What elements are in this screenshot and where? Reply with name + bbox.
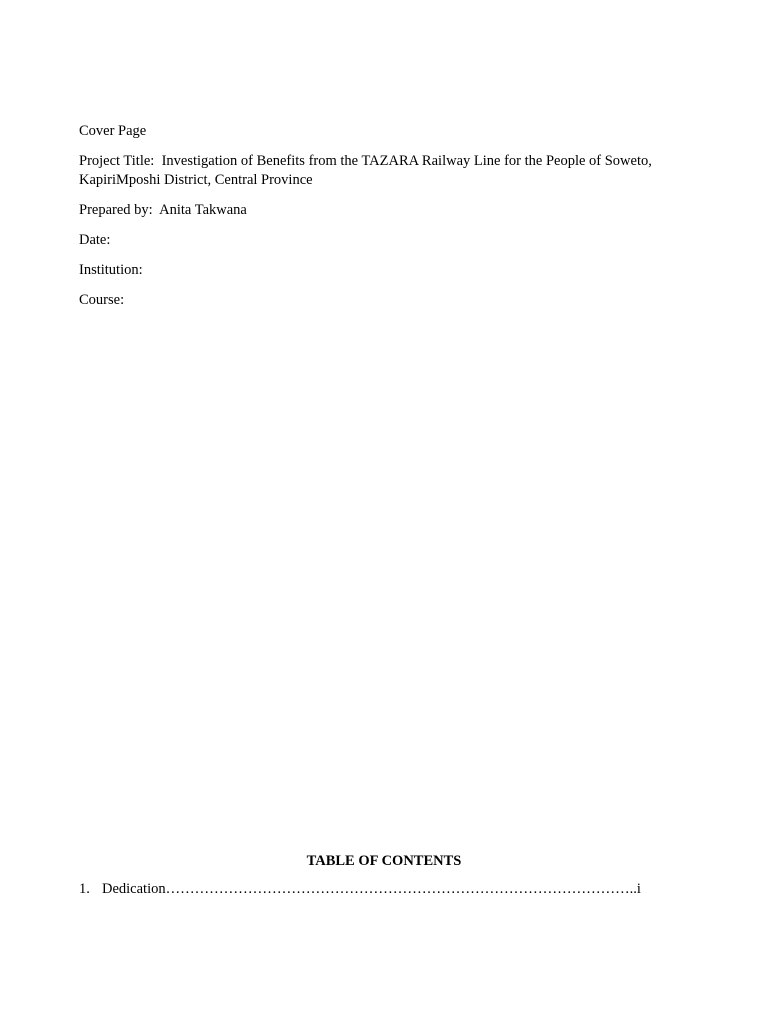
table-of-contents	[79, 852, 689, 899]
project-title-value: Investigation of Benefits from the TAZARA Railway Line for the People of Soweto, KapiriMposhi District, Central Province	[79, 153, 652, 188]
prepared-by-label: Prepared by:	[79, 202, 153, 218]
prepared-by-value: Anita Takwana	[159, 202, 247, 218]
course-label: Course:	[79, 292, 125, 308]
prepared-by-line	[79, 201, 689, 220]
toc-heading: TABLE OF CONTENTS	[306, 853, 462, 869]
date-label: Date:	[79, 232, 111, 248]
institution-label: Institution:	[79, 262, 143, 278]
toc-item-text: Dedication……………………………………………………………………………………..i	[102, 881, 641, 897]
cover-heading: Cover Page	[79, 123, 147, 139]
project-title-label: Project Title:	[79, 153, 155, 169]
cover-section	[79, 122, 689, 321]
toc-item-number: 1.	[79, 881, 90, 897]
toc-item	[79, 880, 692, 899]
project-title-line	[79, 152, 689, 190]
toc-list	[79, 880, 689, 899]
